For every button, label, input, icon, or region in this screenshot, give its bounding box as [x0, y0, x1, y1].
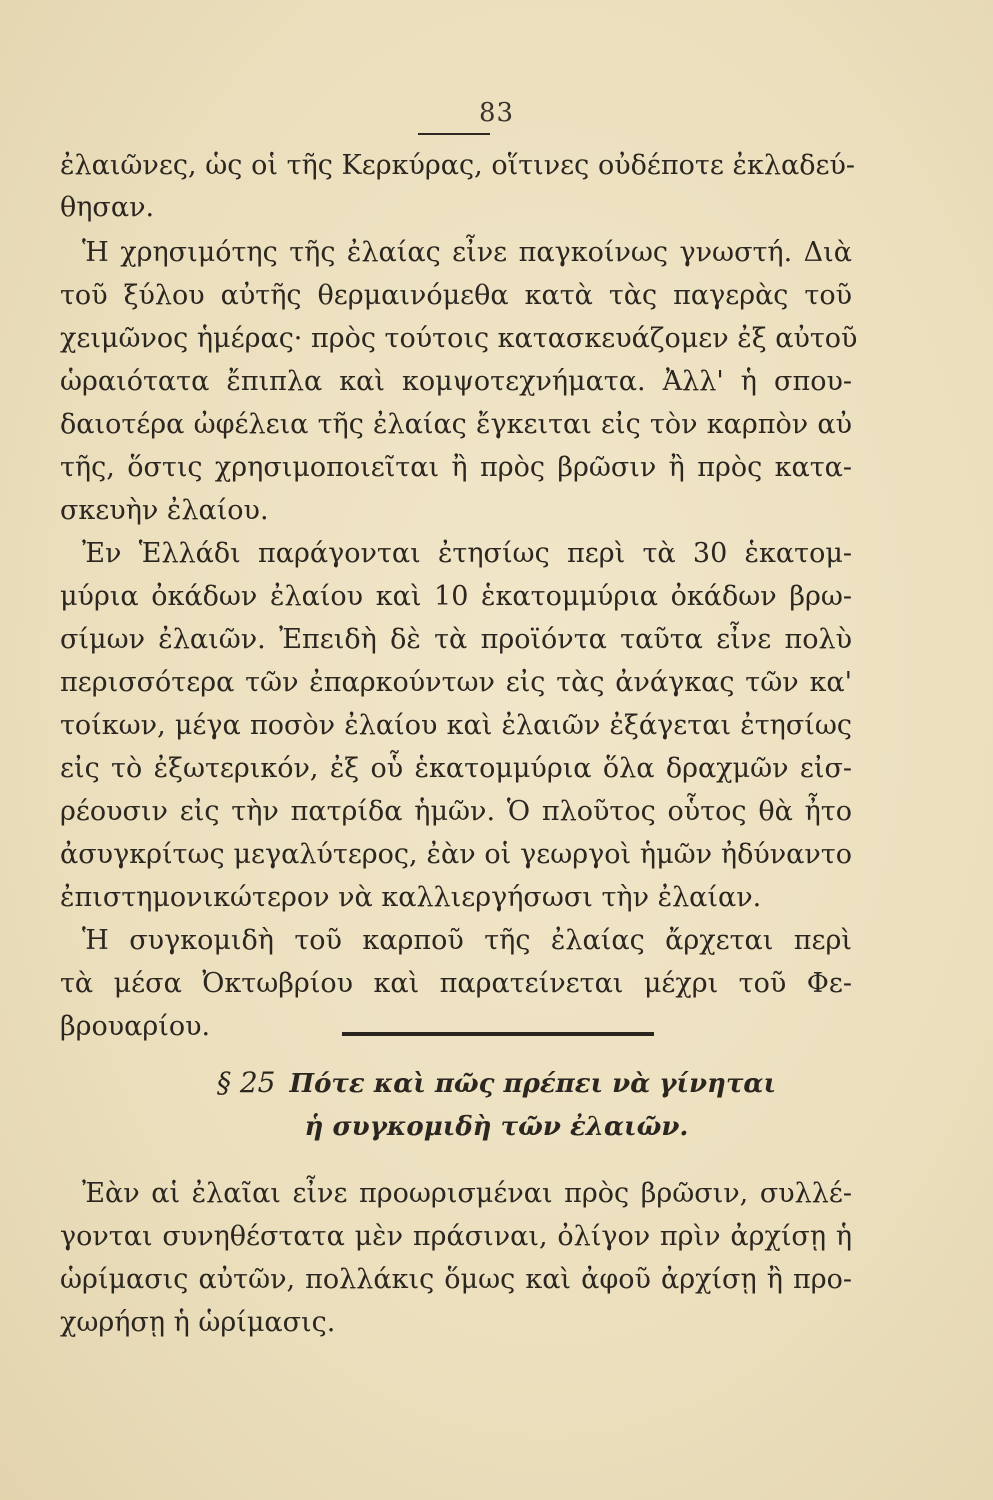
- text-line: σίμων ἐλαιῶν. Ἐπειδὴ δὲ τὰ προϊόντα ταῦτα εἶνε πολὺ: [60, 624, 852, 655]
- text-line: ἀσυγκρίτως μεγαλύτερος, ἐὰν οἱ γεωργοὶ ἡμῶν ἠδύναντο: [60, 839, 852, 870]
- text-line: ἐλαιῶνες, ὡς οἱ τῆς Κερκύρας, οἵτινες οὐδέποτε ἐκλαδεύ-: [60, 150, 855, 181]
- text-line: θησαν.: [60, 192, 155, 223]
- section-heading: [0, 1066, 993, 1101]
- section-title-line1: Πότε καὶ πῶς πρέπει νὰ γίνηται: [289, 1069, 777, 1099]
- text-line: ὡραιότατα ἔπιπλα καὶ κομψοτεχνήματα. Ἀλλ' ἡ σπου-: [60, 366, 852, 397]
- text-line: τοῦ ξύλου αὐτῆς θερμαινόμεθα κατὰ τὰς παγερὰς τοῦ: [60, 280, 852, 311]
- text-line: μύρια ὀκάδων ἐλαίου καὶ 10 ἑκατομμύρια ὀκάδων βρω-: [60, 581, 852, 612]
- text-line: Ἐὰν αἱ ἐλαῖαι εἶνε προωρισμέναι πρὸς βρῶσιν, συλλέ-: [82, 1178, 852, 1209]
- text-line: δαιοτέρα ὠφέλεια τῆς ἐλαίας ἔγκειται εἰς τὸν καρπὸν αὐ: [60, 409, 852, 440]
- text-line: ὡρίμασις αὐτῶν, πολλάκις ὅμως καὶ ἀφοῦ ἀρχίσῃ ἢ προ-: [60, 1264, 852, 1295]
- section-heading-line2: [0, 1110, 993, 1144]
- text-line: Ἡ χρησιμότης τῆς ἐλαίας εἶνε παγκοίνως γνωστή. Διὰ: [82, 237, 852, 268]
- text-line: χειμῶνος ἡμέρας· πρὸς τούτοις κατασκευάζομεν ἐξ αὐτοῦ: [60, 323, 858, 354]
- page-number: 83: [478, 98, 515, 128]
- text-line: τῆς, ὅστις χρησιμοποιεῖται ἢ πρὸς βρῶσιν ἢ πρὸς κατα-: [60, 452, 852, 483]
- text-line: τοίκων, μέγα ποσὸν ἐλαίου καὶ ἐλαιῶν ἐξάγεται ἐτησίως: [60, 710, 852, 741]
- text-line: βρουαρίου.: [60, 1011, 211, 1042]
- header-rule: [418, 133, 490, 135]
- section-divider: [342, 1032, 654, 1036]
- text-line: σκευὴν ἐλαίου.: [60, 495, 269, 526]
- text-line: περισσότερα τῶν ἐπαρκούντων εἰς τὰς ἀνάγκας τῶν κα': [60, 667, 852, 698]
- text-line: χωρήσῃ ἡ ὡρίμασις.: [60, 1307, 336, 1338]
- text-line: ρέουσιν εἰς τὴν πατρίδα ἡμῶν. Ὁ πλοῦτος οὗτος θὰ ἦτο: [60, 796, 852, 827]
- text-line: τὰ μέσα Ὀκτωβρίου καὶ παρατείνεται μέχρι τοῦ Φε-: [60, 968, 852, 999]
- text-line: ἐπιστημονικώτερον νὰ καλλιεργήσωσι τὴν ἐλαίαν.: [60, 882, 762, 913]
- text-line: εἰς τὸ ἐξωτερικόν, ἐξ οὗ ἑκατομμύρια ὅλα δραχμῶν εἰσ-: [60, 753, 852, 784]
- text-line: γονται συνηθέστατα μὲν πράσιναι, ὀλίγον πρὶν ἀρχίσῃ ἡ: [60, 1221, 852, 1252]
- text-line: Ἐν Ἑλλάδι παράγονται ἐτησίως περὶ τὰ 30 ἑκατομ-: [82, 538, 852, 569]
- section-title-line2: ἡ συγκομιδὴ τῶν ἐλαιῶν.: [304, 1112, 689, 1142]
- text-line: Ἡ συγκομιδὴ τοῦ καρποῦ τῆς ἐλαίας ἄρχεται περὶ: [82, 925, 852, 956]
- section-number: § 25: [216, 1066, 276, 1099]
